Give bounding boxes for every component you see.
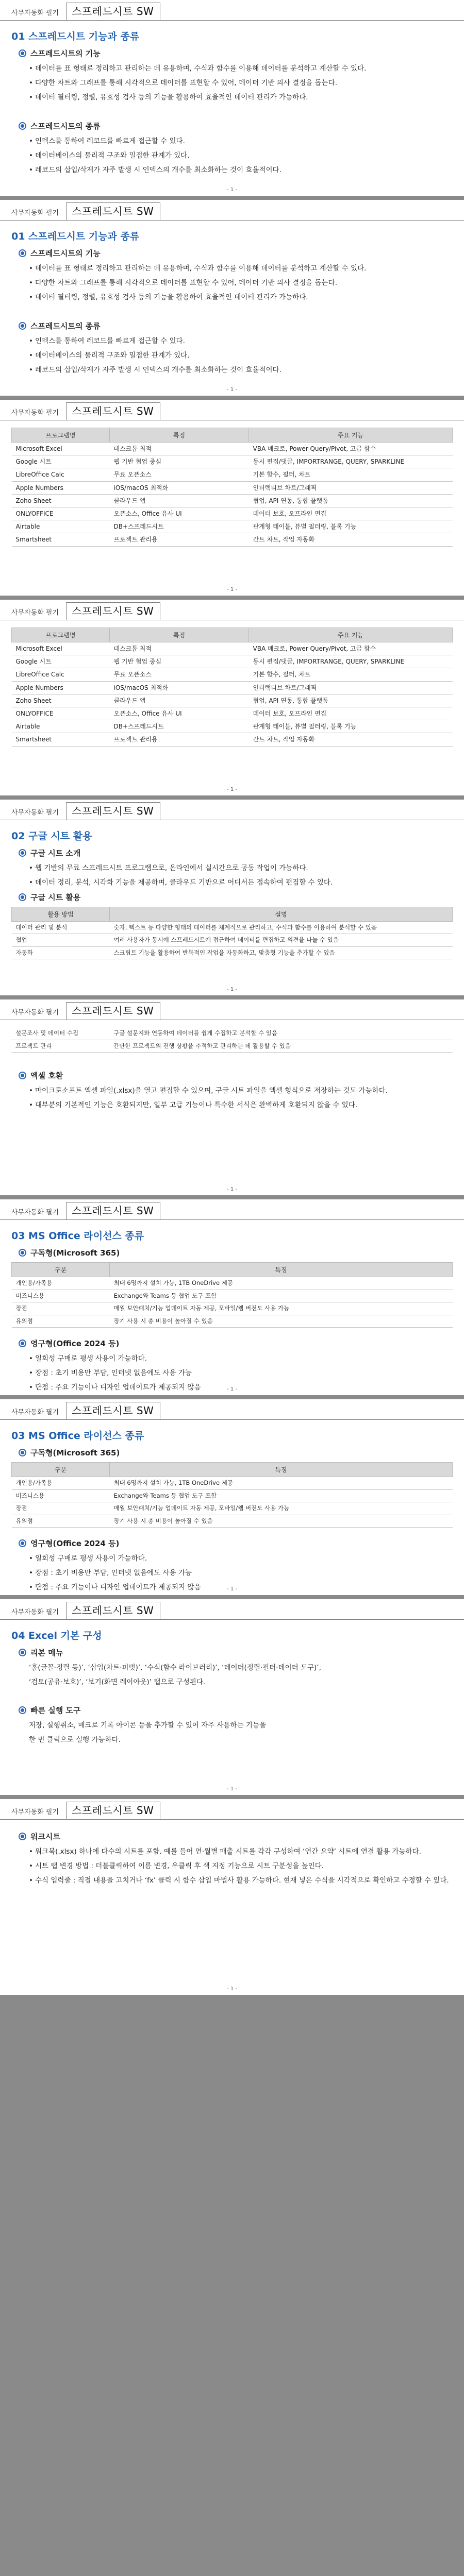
subheading: 스프레드시트의 기능	[19, 248, 453, 259]
column-header: 프로그램명	[12, 428, 110, 443]
table-row: 자동화 스크립트 기능을 활용하여 반복적인 작업을 자동화하고, 맞춤형 기능을 추가할 수 있음	[12, 946, 453, 959]
slide-5	[0, 800, 464, 995]
page-number: - 1 -	[227, 1586, 237, 1592]
table-row: Google 시트 웹 기반 협업 중심 동시 편집/댓글, IMPORTRANGE, QUERY, SPARKLINE	[12, 655, 453, 668]
bullet-list	[29, 1085, 453, 1111]
column-header: 구분	[12, 1463, 110, 1477]
list-item: • 인덱스를 통하여 레코드를 빠르게 접근할 수 있다.	[29, 335, 453, 347]
table-row: Microsoft Excel 데스크톱 최적 VBA 매크로, Power Query/Pivot, 고급 함수	[12, 443, 453, 455]
list-item: • 데이터베이스의 물리적 구조와 밀접한 관계가 있다.	[29, 150, 453, 162]
subheading: 구글 시트 소개	[19, 848, 453, 858]
list-item: • 단점 : 주요 기능이나 디자인 업데이트가 제공되지 않음	[29, 1582, 453, 1594]
table-row: Microsoft Excel 데스크톱 최적 VBA 매크로, Power Query/Pivot, 고급 함수	[12, 642, 453, 655]
table-row: Airtable DB+스프레드시트 관계형 테이블, 뷰별 필터링, 블록 기능	[12, 520, 453, 533]
slide-header	[0, 400, 464, 420]
column-header: 특징	[110, 428, 249, 443]
table-row: Google 시트 웹 기반 협업 중심 동시 편집/댓글, IMPORTRANGE, QUERY, SPARKLINE	[12, 455, 453, 468]
slide-1	[0, 0, 464, 196]
page-number: - 1 -	[227, 787, 237, 792]
column-header: 주요 기능	[249, 428, 453, 443]
list-item: • 워크북(.xlsx) 하나에 다수의 시트를 포함. 예를 들어 연·월별 매출 시트를 각각 구성하여 ‘연간 요약’ 시트에 연결 활용 가능하다.	[29, 1846, 453, 1858]
list-item: • 데이터 정리, 분석, 시각화 기능을 제공하며, 클라우드 기반으로 어디서든 접속하여 편집할 수 있다.	[29, 877, 453, 889]
course-badge: 사무자동화 필기	[11, 809, 59, 817]
table-row: Zoho Sheet 클라우드 앱 협업, API 연동, 통합 플랫폼	[12, 494, 453, 507]
slide-title: 스프레드시트 SW	[66, 1202, 160, 1219]
target-icon	[19, 849, 26, 857]
slide-9	[0, 1599, 464, 1795]
slide-header	[0, 600, 464, 620]
table-row: LibreOffice Calc 무료 오픈소스 기본 함수, 필터, 차트	[12, 668, 453, 681]
target-icon	[19, 1706, 26, 1714]
bullet-list	[29, 63, 453, 104]
subheading: 영구형(Office 2024 등)	[19, 1538, 453, 1549]
table-row: 프로젝트 관리 간단한 프로젝트의 진행 상황을 추적하고 관리하는 데 활용할 수 있음	[11, 1040, 453, 1053]
slide-header	[0, 200, 464, 221]
page-number: - 1 -	[227, 1786, 237, 1792]
target-icon	[19, 1249, 26, 1257]
text-block	[29, 1662, 453, 1688]
text-line: 한 번 클릭으로 실행 가능하다.	[29, 1735, 121, 1744]
table-row: 유의점 장기 사용 시 총 비용이 높아질 수 있음	[12, 1315, 453, 1328]
slide-header	[0, 1599, 464, 1620]
course-badge: 사무자동화 필기	[11, 609, 59, 617]
slide-header	[0, 1199, 464, 1220]
list-item: • 데이터 필터링, 정렬, 유효성 검사 등의 기능을 활용하여 효율적인 데이터 관리가 가능하다.	[29, 92, 453, 104]
bullet-list	[29, 263, 453, 303]
page-number: - 1 -	[227, 587, 237, 592]
table-row: 설문조사 및 데이터 수집 구글 설문지와 연동하여 데이터를 쉽게 수집하고 분석할 수 있음	[11, 1027, 453, 1040]
table-row: Airtable DB+스프레드시트 관계형 테이블, 뷰별 필터링, 블록 기능	[12, 720, 453, 733]
target-icon	[19, 893, 26, 901]
course-badge: 사무자동화 필기	[11, 1409, 59, 1416]
target-icon	[19, 1072, 26, 1079]
column-header: 활용 방법	[12, 907, 110, 921]
table-row: ONLYOFFICE 오픈소스, Office 유사 UI 데이터 보호, 오프라인 편집	[12, 507, 453, 520]
slide-8	[0, 1399, 464, 1595]
target-icon	[19, 1539, 26, 1547]
table-row: 비즈니스용 Exchange와 Teams 등 협업 도구 포함	[12, 1489, 453, 1502]
course-badge: 사무자동화 필기	[11, 9, 59, 17]
subheading: 구독형(Microsoft 365)	[19, 1247, 453, 1258]
subheading: 워크시트	[19, 1831, 453, 1842]
bullet-list	[29, 335, 453, 376]
list-item: • 대부분의 기본적인 기능은 호환되지만, 일부 고급 기능이나 특수한 서식은 완벽하게 호환되지 않을 수 있다.	[29, 1099, 453, 1111]
slide-10	[0, 1799, 464, 1995]
column-header: 특징	[110, 1463, 453, 1477]
list-item: • 장점 : 초기 비용만 부담, 인터넷 없음에도 사용 가능	[29, 1367, 453, 1379]
slide-6	[0, 999, 464, 1195]
text-line: 저장, 실행취소, 매크로 기록 아이콘 등을 추가할 수 있어 자주 사용하는 기능을	[29, 1721, 267, 1730]
slide-3	[0, 400, 464, 596]
slide-title: 스프레드시트 SW	[66, 1602, 160, 1619]
table-row: Zoho Sheet 클라우드 앱 협업, API 연동, 통합 플랫폼	[12, 694, 453, 707]
usage-table-continued	[11, 1027, 453, 1053]
list-item: • 인덱스를 통하여 레코드를 빠르게 접근할 수 있다.	[29, 135, 453, 147]
section-title: 03 MS Office 라이선스 종류	[11, 1230, 144, 1242]
list-item: • 단점 : 주요 기능이나 디자인 업데이트가 제공되지 않음	[29, 1382, 453, 1394]
list-item: • 레코드의 삽입/삭제가 자주 발생 시 인덱스의 개수를 최소화하는 것이 효율적이다.	[29, 364, 453, 376]
table-row: 개인용/가족용 최대 6명까지 설치 가능, 1TB OneDrive 제공	[12, 1277, 453, 1290]
subheading: 엑셀 호환	[19, 1070, 453, 1081]
target-icon	[19, 1649, 26, 1656]
section-title: 01 스프레드시트 기능과 종류	[11, 231, 140, 242]
slide-title: 스프레드시트 SW	[66, 202, 160, 220]
page-number: - 1 -	[227, 1986, 237, 1992]
slide-title: 스프레드시트 SW	[66, 1802, 160, 1819]
page-number: - 1 -	[227, 387, 237, 393]
list-item: • 일회성 구매로 평생 사용이 가능하다.	[29, 1553, 453, 1565]
slide-4	[0, 600, 464, 795]
list-item: • 레코드의 삽입/삭제가 자주 발생 시 인덱스의 개수를 최소화하는 것이 효율적이다.	[29, 164, 453, 176]
slide-title: 스프레드시트 SW	[66, 802, 160, 820]
slide-title: 스프레드시트 SW	[66, 602, 160, 620]
column-header: 프로그램명	[12, 628, 110, 642]
page-number: - 1 -	[227, 1187, 237, 1192]
table-row: 개인용/가족용 최대 6명까지 설치 가능, 1TB OneDrive 제공	[12, 1477, 453, 1490]
section-title: 01 스프레드시트 기능과 종류	[11, 31, 140, 42]
target-icon	[19, 49, 26, 57]
subheading: 스프레드시트의 종류	[19, 121, 453, 131]
section-title: 02 구글 시트 활용	[11, 831, 92, 842]
list-item: • 시트 탭 변경 방법 : 더블클릭하여 이름 변경, 우클릭 후 색 지정 기능으로 시트 구분성을 높인다.	[29, 1860, 453, 1872]
section-title: 03 MS Office 라이선스 종류	[11, 1430, 144, 1442]
table-row: 장점 매월 보안패치/기능 업데이트 자동 제공, 모바일/웹 버전도 사용 가능	[12, 1502, 453, 1515]
slide-title: 스프레드시트 SW	[66, 3, 160, 20]
list-item: • 데이터베이스의 물리적 구조와 밀접한 관계가 있다.	[29, 350, 453, 362]
subheading: 구글 시트 활용	[19, 892, 453, 903]
page-number: - 1 -	[227, 987, 237, 992]
column-header: 특징	[110, 1263, 453, 1277]
table-row: 비즈니스용 Exchange와 Teams 등 협업 도구 포함	[12, 1290, 453, 1302]
column-header: 설명	[110, 907, 453, 921]
list-item: • 데이터를 표 형태로 정리하고 관리하는 데 유용하며, 수식과 함수를 이용해 데이터를 분석하고 계산할 수 있다.	[29, 263, 453, 275]
subheading: 리본 메뉴	[19, 1647, 453, 1658]
course-badge: 사무자동화 필기	[11, 1608, 59, 1616]
target-icon	[19, 322, 26, 330]
section-title: 04 Excel 기본 구성	[11, 1630, 102, 1641]
subheading: 영구형(Office 2024 등)	[19, 1338, 453, 1349]
bullet-list	[29, 135, 453, 176]
page-number: - 1 -	[227, 187, 237, 193]
subheading: 빠른 실행 도구	[19, 1705, 453, 1716]
list-item: • 데이터 필터링, 정렬, 유효성 검사 등의 기능을 활용하여 효율적인 데이터 관리가 가능하다.	[29, 292, 453, 303]
table-row: Apple Numbers iOS/macOS 최적화 인터랙티브 차트/그래픽	[12, 481, 453, 494]
table-row: ONLYOFFICE 오픈소스, Office 유사 UI 데이터 보호, 오프라인 편집	[12, 707, 453, 720]
slide-title: 스프레드시트 SW	[66, 1402, 160, 1419]
target-icon	[19, 1340, 26, 1347]
text-line: ‘홈(글꼴·정렬 등)’, ‘삽입(차트·피벗)’, ‘수식(함수 라이브러리)’, ‘데이터(정렬·필터·데이터 도구)’,	[29, 1664, 321, 1672]
subheading: 스프레드시트의 종류	[19, 320, 453, 331]
license-table	[11, 1262, 453, 1328]
table-row: 협업 여러 사용자가 동시에 스프레드시트에 접근하여 데이터를 편집하고 의견을 나눌 수 있음	[12, 934, 453, 947]
column-header: 구분	[12, 1263, 110, 1277]
slide-title: 스프레드시트 SW	[66, 1002, 160, 1020]
target-icon	[19, 1833, 26, 1840]
course-badge: 사무자동화 필기	[11, 1009, 59, 1016]
slide-header	[0, 1799, 464, 1820]
usage-table	[11, 907, 453, 960]
course-badge: 사무자동화 필기	[11, 1808, 59, 1816]
list-item: • 수식 입력줄 : 직접 내용을 고치거나 ‘fx’ 클릭 시 함수 삽입 마법사 활용 가능하다. 현재 넣은 수식을 시각적으로 확인하고 수정할 수 있다.	[29, 1875, 453, 1887]
column-header: 특징	[110, 628, 249, 642]
subheading: 스프레드시트의 기능	[19, 48, 453, 59]
subheading: 구독형(Microsoft 365)	[19, 1447, 453, 1458]
course-badge: 사무자동화 필기	[11, 409, 59, 417]
list-item: • 다양한 차트와 그래프를 통해 시각적으로 데이터를 표현할 수 있어, 데이터 기반 의사 결정을 돕는다.	[29, 77, 453, 89]
slide-header	[0, 1399, 464, 1420]
course-badge: 사무자동화 필기	[11, 1209, 59, 1216]
slide-title: 스프레드시트 SW	[66, 402, 160, 420]
list-item: • 데이터를 표 형태로 정리하고 관리하는 데 유용하며, 수식과 함수를 이용해 데이터를 분석하고 계산할 수 있다.	[29, 63, 453, 75]
bullet-list	[29, 1846, 453, 1887]
table-row: 유의점 장기 사용 시 총 비용이 높아질 수 있음	[12, 1515, 453, 1528]
column-header: 주요 기능	[249, 628, 453, 642]
list-item: • 일회성 구매로 평생 사용이 가능하다.	[29, 1353, 453, 1365]
slide-header	[0, 800, 464, 820]
target-icon	[19, 249, 26, 257]
bullet-list	[29, 862, 453, 889]
list-item: • 웹 기반의 무료 스프레드시트 프로그램으로, 온라인에서 실시간으로 공동 작업이 가능하다.	[29, 862, 453, 874]
license-table	[11, 1462, 453, 1528]
slide-header	[0, 999, 464, 1020]
slide-2	[0, 200, 464, 396]
table-row: Smartsheet 프로젝트 관리용 간트 차트, 작업 자동화	[12, 533, 453, 546]
target-icon	[19, 122, 26, 130]
program-table	[11, 628, 453, 747]
table-row: 데이터 관리 및 분석 숫자, 텍스트 등 다양한 형태의 데이터를 체계적으로 관리하고, 수식과 함수를 이용하여 분석할 수 있음	[12, 921, 453, 934]
list-item: • 마이크로소프트 엑셀 파일(.xlsx)을 열고 편집할 수 있으며, 구글 시트 파일을 엑셀 형식으로 저장하는 것도 가능하다.	[29, 1085, 453, 1097]
text-line: ‘검토(공유·보호)’, ‘보기(화면 레이아웃)’ 탭으로 구성된다.	[29, 1677, 206, 1686]
table-row: Smartsheet 프로젝트 관리용 간트 차트, 작업 자동화	[12, 733, 453, 746]
list-item: • 다양한 차트와 그래프를 통해 시각적으로 데이터를 표현할 수 있어, 데이터 기반 의사 결정을 돕는다.	[29, 277, 453, 289]
text-block	[29, 1720, 453, 1746]
slide-header	[0, 0, 464, 21]
page-number: - 1 -	[227, 1386, 237, 1392]
table-row: 장점 매월 보안패치/기능 업데이트 자동 제공, 모바일/웹 버전도 사용 가능	[12, 1302, 453, 1315]
target-icon	[19, 1449, 26, 1456]
table-row: Apple Numbers iOS/macOS 최적화 인터랙티브 차트/그래픽	[12, 681, 453, 694]
table-row: LibreOffice Calc 무료 오픈소스 기본 함수, 필터, 차트	[12, 468, 453, 481]
slide-7	[0, 1199, 464, 1395]
list-item: • 장점 : 초기 비용만 부담, 인터넷 없음에도 사용 가능	[29, 1567, 453, 1579]
program-table	[11, 428, 453, 547]
course-badge: 사무자동화 필기	[11, 209, 59, 217]
